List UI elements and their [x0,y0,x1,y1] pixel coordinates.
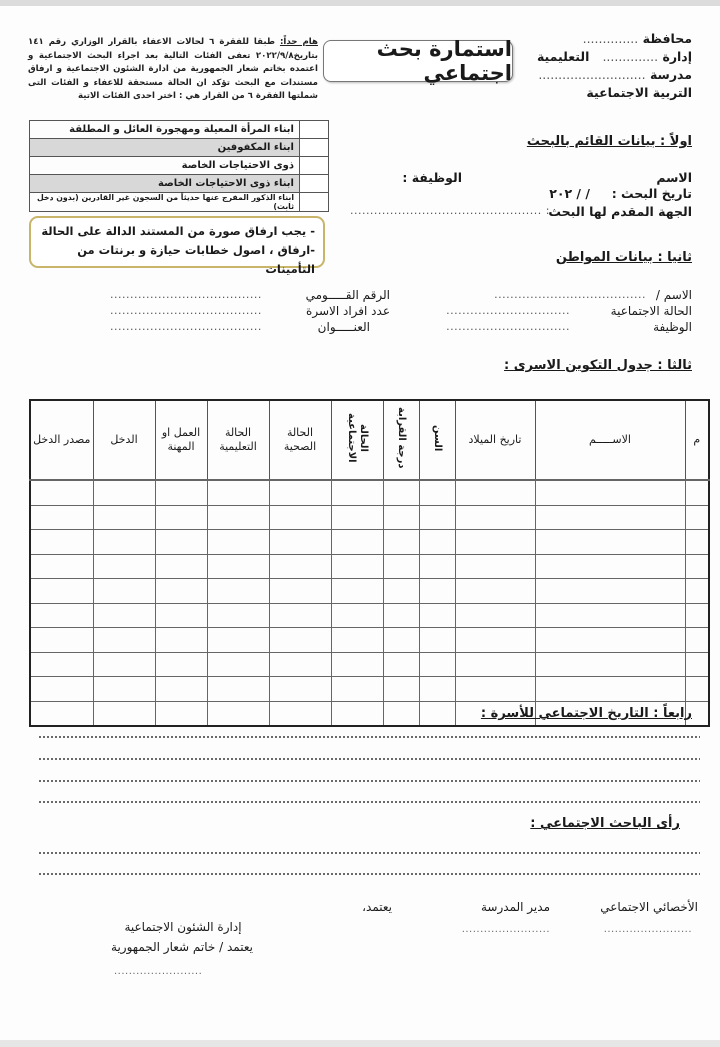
table-cell[interactable] [93,505,155,530]
form-title [323,37,513,85]
research-entity-label: الجهة المقدم لها البحث [548,204,692,219]
table-cell[interactable] [30,677,93,702]
table-cell[interactable] [93,579,155,604]
table-row [30,505,709,530]
col-header-health: الحالة الصحية [269,400,331,480]
table-cell[interactable] [331,579,383,604]
table-cell[interactable] [93,530,155,555]
table-cell[interactable] [155,579,207,604]
table-cell[interactable] [269,701,331,726]
citizen-job-label: الوظيفة [653,320,692,334]
table-cell[interactable] [535,652,685,677]
specialist-signature-field[interactable]: ........................ [603,924,692,935]
table-cell[interactable] [207,701,269,726]
address-label: العنـــــوان [317,320,370,334]
approved-label: يعتمد، [362,900,392,914]
category-label: ذوى الاحتياجات الخاصة [30,157,300,175]
research-entity-field[interactable]: : ................................................ [349,204,550,217]
table-cell[interactable] [331,652,383,677]
table-cell[interactable] [207,530,269,555]
category-label: ابناء المكفوفين [30,139,300,157]
researcher-opinion-line[interactable] [38,852,700,854]
table-cell[interactable] [155,701,207,726]
table-cell[interactable] [419,579,455,604]
attachment-line-2: -ارفاق ، اصول خطابات حيازة و برنتات من التأمينات [77,243,315,276]
category-row [30,193,329,212]
social-affairs-signature-field[interactable]: ........................ [114,966,203,977]
category-checkbox[interactable] [300,139,329,157]
table-cell[interactable] [207,579,269,604]
governorate-label: محافظة [642,31,692,46]
table-cell[interactable] [331,677,383,702]
social-history-line[interactable] [38,801,700,803]
researcher-job-label: الوظيفة : [402,170,462,185]
category-label: ابناء الذكور المفرج عنها حديثاً من السجون غير القادرين (بدون دخل ثابت) [30,193,300,212]
col-header-age-text: السن [432,424,443,452]
table-cell[interactable] [155,505,207,530]
table-cell[interactable] [685,554,709,579]
table-cell[interactable] [155,530,207,555]
table-cell[interactable] [685,480,709,505]
administration-suffix: التعليمية [536,49,590,64]
address-field[interactable]: ...................................... [110,320,262,333]
table-cell[interactable] [331,530,383,555]
col-header-name: الاســـــم [535,400,685,480]
table-row [30,554,709,579]
table-cell[interactable] [383,677,419,702]
table-cell[interactable] [685,530,709,555]
col-header-birthdate: تاريخ الميلاد [455,400,535,480]
table-cell[interactable] [30,579,93,604]
col-header-income: الدخل [93,400,155,480]
family-count-field[interactable]: ...................................... [110,304,262,317]
table-cell[interactable] [207,677,269,702]
table-header-row [30,400,709,480]
col-header-relation [383,400,419,480]
table-cell[interactable] [419,530,455,555]
table-cell[interactable] [535,628,685,653]
table-cell[interactable] [155,603,207,628]
table-cell[interactable] [155,628,207,653]
research-date-line [549,186,692,201]
table-cell[interactable] [535,530,685,555]
table-cell[interactable] [685,677,709,702]
col-header-occupation: العمل او المهنة [155,400,207,480]
table-cell[interactable] [269,652,331,677]
family-table-body [30,480,709,726]
school-line [538,66,692,84]
table-cell[interactable] [383,701,419,726]
col-header-education: الحالة التعليمية [207,400,269,480]
table-cell[interactable] [535,579,685,604]
table-cell[interactable] [331,480,383,505]
marital-status-field[interactable]: ............................... [446,304,570,317]
table-cell[interactable] [419,652,455,677]
table-cell[interactable] [419,701,455,726]
governorate-field[interactable]: .............. [582,31,639,46]
table-cell[interactable] [685,579,709,604]
table-cell[interactable] [455,579,535,604]
table-cell[interactable] [155,480,207,505]
national-id-field[interactable]: ...................................... [110,288,262,301]
col-header-number: م [685,400,709,480]
table-cell[interactable] [269,677,331,702]
social-history-line[interactable] [38,758,700,760]
administration-field[interactable]: .............. [602,49,659,64]
table-row [30,677,709,702]
attachment-note [29,216,325,276]
table-cell[interactable] [383,505,419,530]
table-row [30,480,709,505]
col-header-age [419,400,455,480]
table-cell[interactable] [269,554,331,579]
table-cell[interactable] [207,652,269,677]
principal-signature-label: مدير المدرسة [480,900,550,914]
table-cell[interactable] [93,628,155,653]
exemption-categories [29,120,329,212]
table-cell[interactable] [685,603,709,628]
department-name: التربية الاجتماعية [586,85,692,100]
table-cell[interactable] [455,530,535,555]
category-checkbox[interactable] [300,193,329,212]
table-cell[interactable] [419,677,455,702]
table-cell[interactable] [419,505,455,530]
section-citizen-title: ثانيا : بيانات المواطن [555,250,692,265]
social-history-line[interactable] [38,736,700,738]
table-cell[interactable] [535,505,685,530]
table-cell[interactable] [30,554,93,579]
social-history-line[interactable] [38,780,700,782]
form-page [0,6,720,1040]
table-cell[interactable] [419,554,455,579]
attachment-line-1: - يجب ارفاق صورة من المستند الدالة على الحالة [41,224,315,238]
social-affairs-label: إدارة الشئون الاجتماعية [124,920,242,934]
table-cell[interactable] [93,603,155,628]
table-cell[interactable] [30,480,93,505]
administration-label: إدارة [662,49,692,64]
col-header-income-source: مصدر الدخل [30,400,93,480]
table-cell[interactable] [93,701,155,726]
col-header-marital [331,400,383,480]
table-cell[interactable] [331,554,383,579]
researcher-name-label: الاسم [656,170,692,185]
table-cell[interactable] [93,480,155,505]
governorate-line [583,30,692,48]
table-cell[interactable] [455,603,535,628]
table-row [30,530,709,555]
category-row [30,157,329,175]
important-notice [28,36,318,104]
category-row [30,175,329,193]
researcher-opinion-line[interactable] [38,873,700,875]
table-cell[interactable] [419,603,455,628]
table-cell[interactable] [269,603,331,628]
category-label: ابناء ذوى الاحتياجات الخاصة [30,175,300,193]
section-social-history-title: رابعاً : التاريخ الاجتماعي للأسرة : [480,706,692,721]
table-row [30,628,709,653]
table-cell[interactable] [535,480,685,505]
table-cell[interactable] [207,603,269,628]
table-cell[interactable] [331,603,383,628]
section-researcher-opinion-title: رأى الباحث الاجتماعي : [530,816,680,831]
table-cell[interactable] [30,505,93,530]
table-row [30,579,709,604]
category-row [30,121,329,139]
family-composition-table [29,399,710,727]
table-cell[interactable] [269,628,331,653]
citizen-job-field[interactable]: ............................... [446,320,570,333]
citizen-name-field[interactable]: ...................................... [494,288,646,301]
family-count-label: عدد افراد الاسرة [306,304,390,318]
research-date-field[interactable]: / / ٢٠٢ [549,186,590,201]
table-cell[interactable] [269,579,331,604]
table-cell[interactable] [331,701,383,726]
table-cell[interactable] [155,677,207,702]
administration-line [537,48,692,66]
table-cell[interactable] [30,652,93,677]
school-field[interactable]: ........................... [538,67,646,82]
table-cell[interactable] [455,652,535,677]
table-row [30,652,709,677]
table-cell[interactable] [30,530,93,555]
table-cell[interactable] [269,480,331,505]
table-cell[interactable] [383,579,419,604]
bottom-bar [0,1040,720,1047]
table-cell[interactable] [207,505,269,530]
table-cell[interactable] [383,628,419,653]
category-label: ابناء المرأة المعيلة ومهجورة العائل و المطلقة [30,121,300,139]
table-cell[interactable] [685,652,709,677]
notice-prefix: هام جداً: [279,37,318,47]
table-row [30,603,709,628]
stamp-label: يعتمد / خاتم شعار الجمهورية [111,940,253,954]
table-cell[interactable] [93,554,155,579]
marital-status-label: الحالة الاجتماعية [610,304,692,318]
table-cell[interactable] [93,677,155,702]
table-cell[interactable] [30,628,93,653]
table-cell[interactable] [383,652,419,677]
table-cell[interactable] [535,554,685,579]
table-cell[interactable] [207,480,269,505]
table-cell[interactable] [383,530,419,555]
table-cell[interactable] [331,628,383,653]
table-cell[interactable] [455,505,535,530]
national-id-label: الرقم القـــــومي [305,288,390,302]
principal-signature-field[interactable]: ........................ [461,924,550,935]
table-cell[interactable] [685,505,709,530]
table-cell[interactable] [455,628,535,653]
specialist-signature-label: الأخصائي الاجتماعي [600,900,698,914]
table-cell[interactable] [93,652,155,677]
table-cell[interactable] [685,628,709,653]
citizen-name-label: الاسم / [655,288,692,302]
table-cell[interactable] [269,530,331,555]
category-checkbox[interactable] [300,157,329,175]
table-cell[interactable] [207,554,269,579]
table-cell[interactable] [155,652,207,677]
table-cell[interactable] [455,554,535,579]
col-header-relation-text: درجة القرابة [396,407,407,469]
table-cell[interactable] [455,677,535,702]
category-row [30,139,329,157]
table-cell[interactable] [455,480,535,505]
table-cell[interactable] [383,554,419,579]
table-cell[interactable] [535,677,685,702]
notice-text: طبقا للفقرة ٦ لحالات الاعفاء بالقرار الوزاري رقم ١٤١ بتاريخ٢٠٢٢/٩/٨ تعفى الفئات التالية بعد اجراء البحث الاجتماعية و اعتمده بخاتم شعار الجمهورية من ادارة الشئون الاجتماعية و ارفاق مستندات مع البحث تؤكد ان الحالة مستحقة للاعفاء و الفئات التى شملتها الفقرة ٦ من القرار هي : اختر احدى الفئات الاتية [28,37,318,101]
table-cell[interactable] [30,603,93,628]
section-family-table-title: ثالثا : جدول التكوين الاسرى : [504,358,692,373]
table-cell[interactable] [30,701,93,726]
category-checkbox[interactable] [300,121,329,139]
table-cell[interactable] [207,628,269,653]
form-title-text: استمارة بحث اجتماعي [376,37,512,85]
category-checkbox[interactable] [300,175,329,193]
table-cell[interactable] [383,480,419,505]
table-cell[interactable] [535,603,685,628]
table-cell[interactable] [383,603,419,628]
table-cell[interactable] [269,505,331,530]
school-label: مدرسة [649,67,692,82]
research-date-label: تاريخ البحث : [611,186,692,201]
table-cell[interactable] [419,628,455,653]
col-header-marital-text: الحالة الاجتماعية [346,413,369,463]
table-cell[interactable] [155,554,207,579]
table-cell[interactable] [419,480,455,505]
section-researcher-title: اولاً : بيانات القائم بالبحث [526,134,692,149]
table-cell[interactable] [331,505,383,530]
